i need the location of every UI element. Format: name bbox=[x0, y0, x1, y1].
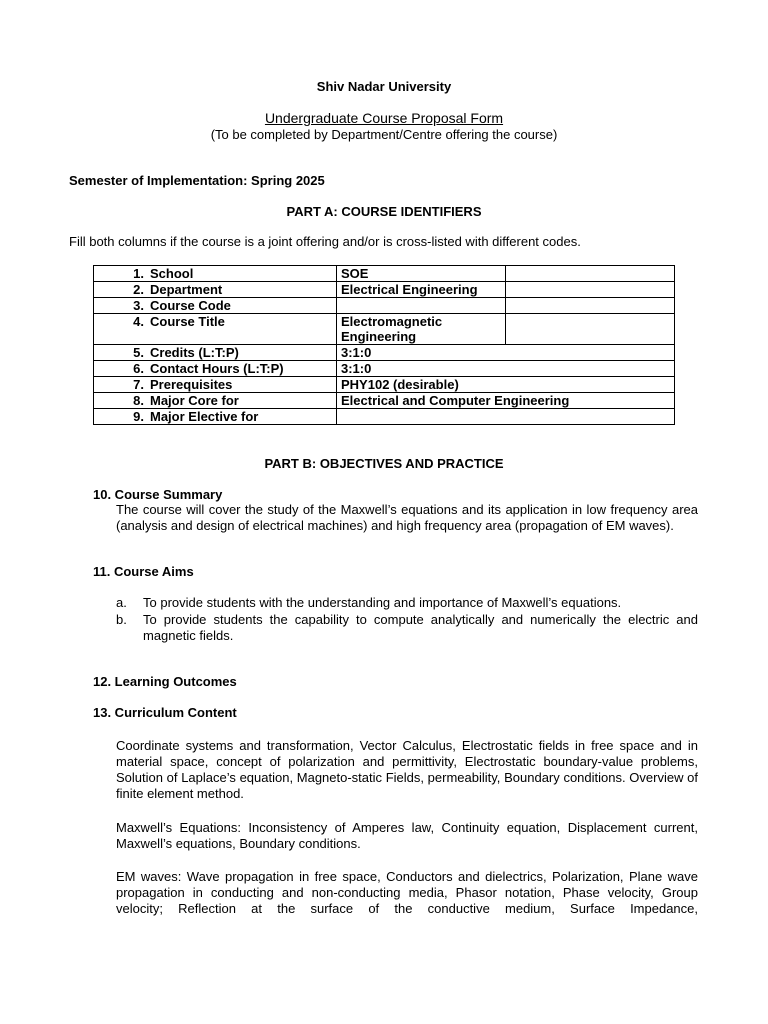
table-row bbox=[94, 409, 675, 425]
table-row bbox=[94, 345, 675, 361]
row-value-cell: Electrical and Computer Engineering bbox=[337, 393, 675, 409]
part-a-heading: PART A: COURSE IDENTIFIERS bbox=[286, 204, 482, 219]
row-label-cell bbox=[94, 345, 337, 361]
row-label-cell bbox=[94, 298, 337, 314]
row-number: 5. bbox=[133, 345, 144, 360]
row-number: 3. bbox=[133, 298, 144, 313]
row-label-cell bbox=[94, 393, 337, 409]
row-value2-cell bbox=[506, 266, 675, 282]
row-label: Department bbox=[150, 282, 223, 297]
row-label-cell bbox=[94, 314, 337, 345]
row-number: 1. bbox=[133, 266, 144, 281]
row-value-cell: 3:1:0 bbox=[337, 361, 675, 377]
table-row bbox=[94, 298, 675, 314]
row-number: 7. bbox=[133, 377, 144, 392]
row-label-cell bbox=[94, 361, 337, 377]
table-row bbox=[94, 377, 675, 393]
curriculum-content-heading: 13. Curriculum Content bbox=[93, 705, 237, 720]
aim-marker: a. bbox=[116, 595, 127, 610]
form-title: Undergraduate Course Proposal Form bbox=[264, 110, 504, 126]
row-label: Credits (L:T:P) bbox=[150, 345, 239, 360]
row-number: 2. bbox=[133, 282, 144, 297]
row-value-cell bbox=[337, 298, 506, 314]
course-identifiers-table bbox=[93, 265, 675, 425]
row-number: 9. bbox=[133, 409, 144, 424]
table-row bbox=[94, 361, 675, 377]
row-value-cell: Electromagnetic Engineering bbox=[337, 314, 506, 345]
aim-text: To provide students with the understanding and importance of Maxwell’s equations. bbox=[143, 595, 622, 610]
course-summary-heading: 10. Course Summary bbox=[93, 487, 223, 502]
row-value-cell: Electrical Engineering bbox=[337, 282, 506, 298]
part-a-instruction: Fill both columns if the course is a joint offering and/or is cross-listed with different codes. bbox=[69, 234, 581, 249]
row-label: Major Core for bbox=[150, 393, 239, 408]
row-number: 8. bbox=[133, 393, 144, 408]
aim-text: To provide students the capability to compute analytically and numerically the electric and magnetic fields. bbox=[143, 612, 698, 643]
row-value-cell: 3:1:0 bbox=[337, 345, 675, 361]
row-label-cell bbox=[94, 377, 337, 393]
curriculum-paragraph: EM waves: Wave propagation in free space, Conductors and dielectrics, Polarization, Plane wave propagation in conducting and non-conducting media, Phasor notation, Phase velocity, Group velocity; Reflection at the surface of the conductive medium, Surface Impedance, bbox=[116, 869, 698, 916]
row-label: Course Title bbox=[150, 314, 225, 329]
part-b-heading: PART B: OBJECTIVES AND PRACTICE bbox=[264, 456, 504, 471]
row-value-cell: PHY102 (desirable) bbox=[337, 377, 675, 393]
course-aims-heading: 11. Course Aims bbox=[93, 564, 194, 579]
curriculum-paragraph: Coordinate systems and transformation, Vector Calculus, Electrostatic fields in free space and in material space, concept of polarization and permittivity, Electrostatic boundary-value problems, Solution of Laplace’s equation, Magneto-static Fields, permeability, Boundary conditions. Overview of finite element method. bbox=[116, 738, 698, 801]
table-row bbox=[94, 314, 675, 345]
row-value2-cell bbox=[506, 314, 675, 345]
table-row bbox=[94, 393, 675, 409]
table-row bbox=[94, 282, 675, 298]
table-row bbox=[94, 266, 675, 282]
row-value-cell bbox=[337, 409, 675, 425]
course-summary-text: The course will cover the study of the Maxwell’s equations and its application in low frequency area (analysis and design of electrical machines) and high frequency area (propagation of EM waves). bbox=[116, 502, 698, 533]
aim-item bbox=[116, 612, 698, 644]
row-value2-cell bbox=[506, 282, 675, 298]
row-label-cell bbox=[94, 266, 337, 282]
row-label: Major Elective for bbox=[150, 409, 259, 424]
row-label-cell bbox=[94, 409, 337, 425]
row-value-cell: SOE bbox=[337, 266, 506, 282]
learning-outcomes-heading: 12. Learning Outcomes bbox=[93, 674, 237, 689]
row-label-cell bbox=[94, 282, 337, 298]
row-number: 4. bbox=[133, 314, 144, 329]
row-label: Course Code bbox=[150, 298, 231, 313]
aim-marker: b. bbox=[116, 612, 127, 627]
semester-line: Semester of Implementation: Spring 2025 bbox=[69, 173, 325, 188]
aim-item bbox=[116, 595, 698, 611]
row-label: School bbox=[150, 266, 194, 281]
row-label: Contact Hours (L:T:P) bbox=[150, 361, 284, 376]
row-number: 6. bbox=[133, 361, 144, 376]
university-name: Shiv Nadar University bbox=[316, 79, 452, 94]
form-subtitle: (To be completed by Department/Centre offering the course) bbox=[210, 127, 558, 142]
row-label: Prerequisites bbox=[150, 377, 233, 392]
row-value2-cell bbox=[506, 298, 675, 314]
curriculum-paragraph: Maxwell’s Equations: Inconsistency of Amperes law, Continuity equation, Displacement current, Maxwell’s equations, Boundary conditions. bbox=[116, 820, 698, 851]
